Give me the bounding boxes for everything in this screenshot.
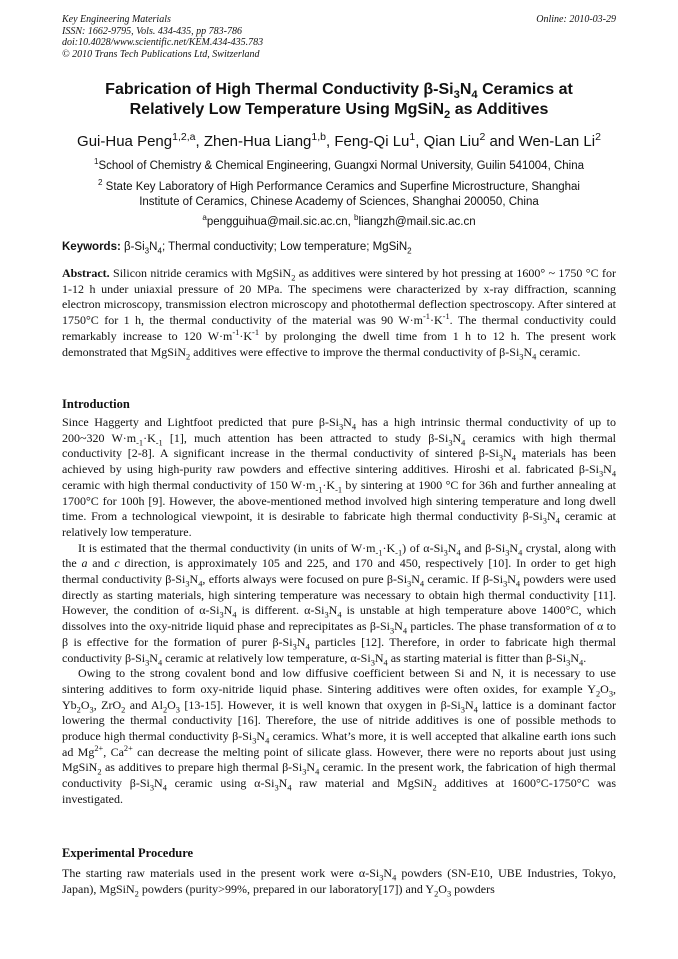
affiliation-1: $^1$School of Chemistry & Chemical Engineering, Guangxi Normal University, Guilin 541004, China [93,157,585,172]
text-run: [13-15]. However, it is well known that oxygen in β-Si [179,697,461,712]
author-name: Qian Liu [423,133,480,150]
text-run: 3 [89,705,94,715]
text-run: N [507,572,516,587]
text-run: by sintering at 1900 °C for 36h and further annealing at 1700°C for 100h [9]. However, the above-mentioned method involved high sintering temperature and long dwell time. From a technological viewpoint, it is desirable to fabricate high thermal conductivity β-Si [62,477,616,524]
text-run: 2 [432,783,437,793]
text-run: 4 [555,516,560,526]
text-run: 2 [595,689,601,699]
abstract: Abstract. Silicon nitride ceramics with MgSiN$_2$ as additives were sintered by hot pressing at 1600° ~ 1750 °C for 1-12 h under uniaxial pressure of 20 MPa. The specimens were characterized by x-ray diffraction, scanning electron microscopy, transmission electron microscopy and photothermal deflection spectroscopy. After sintered at 1750°C for 1 h, the thermal conductivity of the material was 90 $W\cdot m^{-1}\cdot K^{-1}$. The thermal conductivity could remarkably increase to 120 $W\cdot m^{-1}\cdot K^{-1}$ by prolonging the dwell time from 1 h to 12 h. The present work demonstrated that MgSiN$_2$ additives were effective to improve the thermal conductivity of $\beta-Si_3N_4$ ceramic. [62,266,617,361]
text-run: powders were used directly as starting materials, high sintering temperature was necessary to obtain high thermal conductivity [11]. However, the condition of α-Si [62,572,616,618]
text-run: O [438,881,447,896]
text-run: N [149,650,158,665]
text-run: 3 [219,610,224,620]
text-run: 2 [134,889,139,899]
email-b[interactable]: liangzh@mail.sic.ac.cn [358,216,476,228]
text-run: N [189,572,199,587]
text-run: 4 [392,873,397,883]
text-run: 4 [402,626,408,636]
text-run: 4 [337,610,342,620]
text-run: 2 [76,705,81,715]
author-separator: , [415,133,424,150]
journal-header [62,14,616,60]
text-run: particles. The phase transformation of α to β is effective for the formation of purer β-Si [62,619,616,649]
intro-paragraph-1 [62,415,616,541]
text-run: and Al [125,697,163,712]
author-separator: and [485,133,519,150]
text-run: 4 [579,657,584,667]
text-run: 3 [598,469,604,479]
text-run: 3 [407,579,412,589]
text-run: 3 [566,657,571,667]
text-run: 3 [370,657,375,667]
text-run: powders [451,881,495,896]
text-run: 4 [511,453,516,463]
text-run: ·K [143,430,156,445]
author-name: Zhen-Hua Liang [203,133,312,150]
text-run: 4 [198,579,203,589]
text-run: 4 [305,642,310,652]
text-run: O [80,697,90,712]
text-run: The starting raw materials used in the present work were α-Si [62,866,380,880]
text-run: ceramic with high thermal conductivity of 150 W·m [62,477,316,492]
text-run: ceramics with high thermal conductivity [2-8]. A significant increase in the thermal conductivity of sintered β-Si [62,430,616,461]
text-run: ·K [322,477,336,492]
text-run: 2+ [123,743,133,753]
author-affiliation-mark: 1,2,a [172,131,196,143]
text-run: ceramics. What’s more, it is well accepted that alkaline earth ions such ad Mg [62,729,616,759]
text-run: N [343,415,352,429]
text-run: materials has been achieved by using high-purity raw powders and effective sintering additives. Hiroshi et al. fabricated β-Si [62,446,616,477]
text-run: raw material and MgSiN [291,776,433,791]
text-run: powders (SN-E10, UBE Industries, Tokyo, Japan), MgSiN [62,866,617,896]
text-run: 3 [498,453,504,463]
text-run: 3 [175,705,180,715]
text-run: 2+ [94,743,104,753]
copyright-line: © 2010 Trans Tech Publications Ltd, Switzerland [62,48,260,60]
text-run: 4 [351,422,357,432]
text-run: N [452,430,462,445]
text-run: has a high intrinsic thermal conductivity of up to 200~320 W·m [62,415,617,445]
text-run: ceramic using α-Si [166,776,275,791]
text-run: 4 [315,767,320,777]
text-run: Since Haggerty and Lightfoot predicted that pure β-Si [62,415,339,429]
text-run: 3 [185,579,190,589]
text-run: -1 [136,438,144,448]
doi-line: doi:10.4028/www.scientific.net/KEM.434-435.783 [62,37,264,48]
text-run: c [114,556,120,571]
affiliation-2: $^2$ State Key Laboratory of High Performance Ceramics and Superfine Microstructure, Shanghai Institute of Ceramics, Chinese Academy of Sciences, Shanghai 200050, China [98,178,580,208]
text-run: N [394,619,403,634]
text-run: 3 [608,689,613,699]
author-name: Wen-Lan Li [518,133,596,150]
text-run: ceramic. If β-Si [424,572,504,587]
author-emails: $^a$pengguihua@mail.sic.ac.cn, $^b$liangzh@mail.sic.ac.cn [202,213,476,228]
title-line-1: Fabrication of High Thermal Conductivity $\beta-Si_3N_4$ Ceramics at [105,81,573,102]
introduction-body [62,415,616,808]
text-run: 3 [324,610,329,620]
text-run: 2 [162,705,168,715]
author-separator: , [326,133,335,150]
text-run: 3 [460,705,465,715]
text-run: , efforts always were focused on pure β-Si [202,572,408,587]
text-run: 3 [379,873,384,883]
text-run: , Ca [103,744,124,759]
text-run: N [154,776,163,791]
text-run: a [81,556,88,571]
text-run: -1 [375,548,383,558]
text-run: 3 [443,548,448,558]
text-run: N [374,650,384,665]
text-run: N [509,540,519,555]
text-run: 3 [338,422,344,432]
text-run: ) of α-Si [402,540,444,555]
text-run: 3 [292,642,297,652]
keywords: Keywords: $\beta-Si_3N_4$; Thermal conductivity; Low temperature; MgSiN$_2$ [62,241,412,256]
text-run: N [447,540,457,555]
text-run: 3 [274,783,279,793]
text-run: 3 [446,889,452,899]
text-run: is unstable at high temperature above 1400°C, which dissolves into the oxy-nitride liquid phase and reprecipitates as β-Si [62,603,616,634]
author-affiliation-mark: 2 [479,131,486,143]
text-run: , ZrO [93,697,122,712]
text-run: N [411,572,420,587]
author-affiliation-mark: 2 [595,131,601,143]
text-run: 2 [121,705,126,715]
intro-paragraph-2 [62,541,616,667]
text-run: as starting material is fitter than β-Si [387,650,567,665]
text-run: 4 [518,548,523,558]
text-run: crystal, along with the [62,540,616,571]
text-run: N [256,729,266,744]
online-date: Online: 2010-03-29 [536,14,616,25]
author-separator: , [195,133,204,150]
text-run: -1 [315,485,323,495]
text-run: ·K [382,540,396,555]
text-run: N [278,776,288,791]
text-run: N [328,603,338,618]
text-run: can decrease the melting point of silicate glass. However, there were no reports about just using MgSiN [62,744,616,775]
email-a[interactable]: pengguihua@mail.sic.ac.cn, [206,216,355,228]
text-run: 3 [302,767,307,777]
text-run: . [583,650,587,665]
text-run: 4 [461,438,466,448]
text-run: N [570,650,579,665]
text-run: O [167,697,176,712]
text-run: N [603,462,612,477]
text-run: 4 [456,548,461,558]
text-run: is different. α-Si [236,603,325,618]
text-run: and β-Si [460,540,506,555]
text-run: 3 [505,548,510,558]
author-name: Gui-Hua Peng [77,133,173,150]
text-run: [1], much attention has been attracted to study β-Si [162,430,449,445]
journal-name: Key Engineering Materials [62,14,171,25]
text-run: 4 [157,657,163,667]
text-run: N [223,603,233,618]
experimental-paragraph-1 [62,866,616,897]
text-run: additives at 1600°C-1750°C was investigated. [62,776,616,806]
text-run: powders (purity>99%, prepared in our laboratory[17]) and Y [138,881,435,896]
title-line-2: Relatively Low Temperature Using MgSiN$_2$ as Additives [129,101,549,122]
text-run: 3 [389,626,395,636]
text-run: 3 [145,657,150,667]
text-run: lattice is a dominant factor lowering the thermal conductivity [16]. Therefore, the use of nitride additives is one of possible methods to produce high thermal conductivity β-Si [62,697,617,744]
author-name: Feng-Qi Lu [334,133,410,150]
text-run: -1 [155,438,163,448]
text-run: 4 [265,736,270,746]
text-run: N [503,446,512,461]
text-run: 4 [473,705,478,715]
text-run: 4 [419,579,425,589]
text-run: 4 [232,610,237,620]
text-run: 4 [287,783,292,793]
text-run: 3 [149,783,155,793]
intro-paragraph-3 [62,666,616,807]
text-run: N [383,866,393,880]
text-run: 3 [252,736,257,746]
text-run: 4 [162,783,167,793]
author-affiliation-mark: 1 [409,131,416,143]
text-run: -1 [335,485,343,495]
issn-line: ISSN: 1662-9795, Vols. 434-435, pp 783-786 [62,25,242,37]
text-run: and [87,556,115,571]
text-run: as additives to prepare high thermal β-Si [101,760,303,775]
experimental-body [62,866,616,897]
text-run: ceramic at relatively low temperature, α-Si [162,650,371,665]
text-run: Owing to the strong covalent bond and low diffusive coefficient between Si and N, it is necessary to use sintering additives to form oxy-nitride liquid phase. Sintering additives were often oxides, for example Y [62,666,616,696]
paper-title [60,80,618,120]
text-run: 2 [97,767,102,777]
text-run: , Yb [62,681,616,712]
text-run: direction, is approximately 105 and 225, and 170 and 450, respectively [10]. In order to get high thermal conductivity β-Si [62,556,616,587]
text-run: 3 [503,579,508,589]
text-run: 4 [383,657,388,667]
text-run: O [600,681,609,696]
author-affiliation-mark: 1,b [311,131,326,143]
text-run: ceramic. In the present work, the fabrication of high thermal conductivity β-Si [62,760,617,791]
introduction-heading: Introduction [62,397,130,411]
text-run: N [306,760,316,775]
author-list [50,133,628,151]
text-run: particles [12]. Therefore, in order to fabricate high thermal conductivity β-Si [62,634,617,665]
text-run: 2 [434,889,439,899]
experimental-heading: Experimental Procedure [62,846,194,860]
text-run: 4 [611,469,616,479]
text-run: -1 [395,548,403,558]
text-run: N [546,509,556,524]
text-run: ceramic at relatively low temperature. [62,509,616,539]
text-run: 3 [448,438,453,448]
text-run: 4 [515,579,521,589]
text-run: N [296,634,306,649]
text-run: It is estimated that the thermal conductivity (in units of W·m [78,540,376,555]
text-run: N [464,697,474,712]
text-run: 3 [542,516,547,526]
